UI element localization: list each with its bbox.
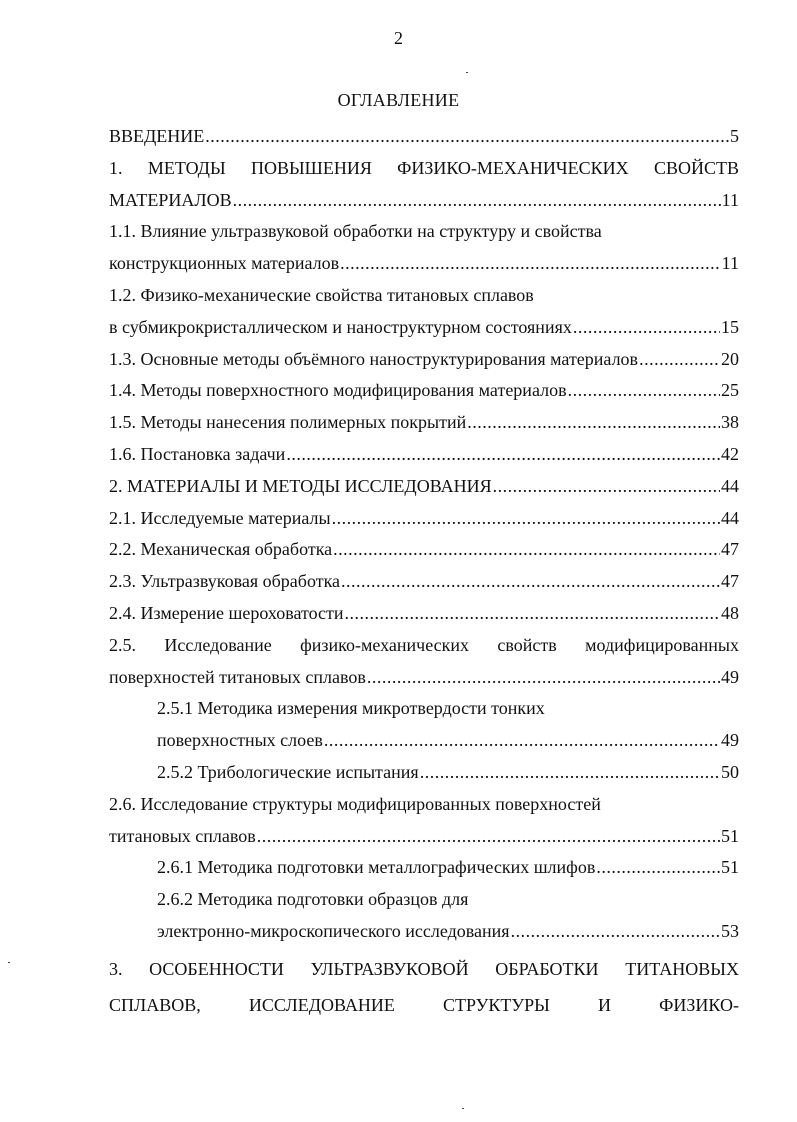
leader-dots — [257, 821, 720, 853]
toc-page-number: 38 — [721, 412, 739, 433]
toc-word: МЕТОДЫ — [147, 157, 226, 178]
leader-dots — [367, 662, 720, 694]
leader-dots — [467, 407, 720, 439]
toc-entry-text: 2.6.1 Методика подготовки металлографических шлифов — [157, 857, 596, 878]
leader-dots — [573, 312, 720, 344]
toc-entry-2-5-line-1[interactable] — [109, 630, 739, 662]
toc-entry-text: титановых сплавов — [109, 825, 256, 846]
toc-word: И — [597, 994, 611, 1015]
toc-page-number: 44 — [721, 507, 739, 528]
leader-dots — [493, 471, 720, 503]
toc-page-number: 5 — [730, 126, 739, 146]
leader-dots — [345, 598, 720, 630]
toc-word: ОБРАБОТКИ — [495, 958, 599, 979]
toc-word: ФИЗИКО-МЕХАНИЧЕСКИХ — [397, 157, 629, 178]
toc-word: ОСОБЕННОСТИ — [149, 958, 284, 979]
leader-dots — [341, 566, 720, 598]
toc-entry-text: ВВЕДЕНИЕ — [109, 126, 205, 146]
toc-entry-2-2[interactable] — [109, 534, 739, 566]
toc-page-number: 51 — [721, 825, 739, 846]
toc-page-number: 47 — [721, 571, 739, 592]
leader-dots — [639, 344, 720, 376]
leader-dots — [333, 534, 720, 566]
toc-entry-2-5-2[interactable] — [109, 757, 739, 789]
toc-page-number: 51 — [721, 857, 739, 878]
toc-entry-text: 2.4. Измерение шероховатости — [109, 602, 344, 623]
toc-word: ИССЛЕДОВАНИЕ — [248, 994, 395, 1015]
toc-entry-text: электронно-микроскопического исследования — [157, 920, 510, 941]
leader-dots — [324, 725, 720, 757]
toc-entry-text: в субмикрокристаллическом и наноструктурном состояниях — [109, 316, 572, 337]
toc-word: СПЛАВОВ, — [109, 994, 201, 1015]
toc-entry-1-1-line-1[interactable] — [109, 216, 739, 248]
leader-dots — [332, 503, 720, 535]
scan-speck — [466, 72, 468, 73]
toc-entry-text: 2.5.1 Методика измерения микротвердости тонких — [157, 698, 545, 719]
toc-entry-chapter-3-line-1[interactable] — [109, 948, 739, 986]
toc-entry-text: конструкционных материалов — [109, 253, 340, 274]
toc-entry-chapter-3-line-2[interactable] — [109, 986, 739, 1022]
toc-page-number: 48 — [721, 602, 739, 623]
leader-dots — [420, 757, 720, 789]
toc-word: УЛЬТРАЗВУКОВОЙ — [310, 958, 469, 979]
toc-page-number: 11 — [721, 253, 739, 274]
toc-entry-2-4[interactable] — [109, 598, 739, 630]
toc-entry-1-4[interactable] — [109, 375, 739, 407]
toc-word: СТРУКТУРЫ — [443, 994, 550, 1015]
toc-entry-text: 2.5.2 Трибологические испытания — [157, 761, 419, 782]
toc-entry-text: 1.5. Методы нанесения полимерных покрытий — [109, 412, 467, 433]
toc-entry-text: 1.2. Физико-механические свойства титановых сплавов — [109, 284, 534, 305]
toc-entry-1-5[interactable] — [109, 407, 739, 439]
toc-word: 3. — [109, 958, 123, 979]
toc-word: физико-механических — [300, 634, 470, 655]
toc-entry-text: 2.3. Ультразвуковая обработка — [109, 571, 341, 592]
toc-entry-text: 1.1. Влияние ультразвуковой обработки на структуру и свойства — [109, 221, 602, 242]
toc-entry-text: 2.1. Исследуемые материалы — [109, 507, 331, 528]
toc-entry-text: 1.3. Основные методы объёмного наноструктурирования материалов — [109, 348, 639, 369]
toc-entry-1-2-line-2[interactable] — [109, 312, 739, 344]
toc-entry-text: 2. МАТЕРИАЛЫ И МЕТОДЫ ИССЛЕДОВАНИЯ — [109, 475, 492, 496]
toc-entry-2-6-line-2[interactable] — [109, 821, 739, 853]
leader-dots — [596, 852, 720, 884]
leader-dots — [340, 248, 721, 280]
leader-dots — [286, 439, 720, 471]
toc-entry-text: МАТЕРИАЛОВ — [109, 189, 232, 210]
toc-page-number: 25 — [721, 380, 739, 401]
toc-entry-2-5-1-line-1[interactable] — [109, 693, 739, 725]
toc-title: ОГЛАВЛЕНИЕ — [337, 90, 460, 110]
toc-page-number: 50 — [721, 761, 739, 782]
toc-page-number: 42 — [721, 443, 739, 464]
toc-page-number: 20 — [721, 348, 739, 369]
toc-word: 1. — [109, 157, 123, 178]
toc-page-number: 15 — [721, 316, 739, 337]
table-of-contents — [109, 121, 739, 1022]
toc-word: ПОВЫШЕНИЯ — [250, 157, 372, 178]
page-number: 2 — [394, 28, 403, 48]
toc-page-number: 44 — [721, 475, 739, 496]
toc-entry-2-1[interactable] — [109, 503, 739, 535]
toc-entry-text: поверхностных слоев — [157, 730, 323, 751]
toc-entry-text: 2.6. Исследование структуры модифицированных поверхностей — [109, 793, 601, 814]
toc-word: свойств — [497, 634, 557, 655]
toc-word: ТИТАНОВЫХ — [625, 958, 739, 979]
toc-entry-2-6-2-line-1[interactable] — [109, 884, 739, 916]
leader-dots — [233, 185, 721, 217]
toc-entry-text: 1.6. Постановка задачи — [109, 443, 286, 464]
leader-dots — [511, 916, 720, 948]
toc-entry-chapter-1-line-1[interactable] — [109, 153, 739, 185]
toc-entry-1-1-line-2[interactable] — [109, 248, 739, 280]
toc-page-number: 11 — [721, 189, 739, 210]
toc-word: ФИЗИКО- — [659, 994, 739, 1015]
scan-speck — [462, 1108, 464, 1109]
toc-entry-2-6-line-1[interactable] — [109, 789, 739, 821]
leader-dots — [205, 121, 729, 153]
toc-page-number: 49 — [721, 730, 739, 751]
toc-entry-text: 1.4. Методы поверхностного модифицирования материалов — [109, 380, 567, 401]
toc-word: 2.5. — [109, 634, 136, 655]
scan-speck — [8, 962, 10, 963]
toc-word: модифицированных — [585, 634, 739, 655]
toc-entry-introduction[interactable] — [109, 121, 739, 153]
toc-word: Исследование — [164, 634, 272, 655]
toc-entry-text: 2.2. Механическая обработка — [109, 539, 333, 560]
toc-entry-2-3[interactable] — [109, 566, 739, 598]
leader-dots — [568, 375, 720, 407]
toc-entry-2-5-1-line-2[interactable] — [109, 725, 739, 757]
toc-entry-2-5-line-2[interactable] — [109, 662, 739, 694]
toc-entry-1-3[interactable] — [109, 344, 739, 376]
toc-entry-chapter-2[interactable] — [109, 471, 739, 503]
toc-page-number: 49 — [721, 666, 739, 687]
toc-word: СВОЙСТВ — [653, 157, 739, 178]
toc-page-number: 47 — [721, 539, 739, 560]
toc-entry-2-6-1[interactable] — [109, 852, 739, 884]
toc-entry-1-2-line-1[interactable] — [109, 280, 739, 312]
toc-page-number: 53 — [721, 920, 739, 941]
toc-entry-2-6-2-line-2[interactable] — [109, 916, 739, 948]
toc-entry-chapter-1-line-2[interactable] — [109, 185, 739, 217]
toc-entry-1-6[interactable] — [109, 439, 739, 471]
toc-entry-text: 2.6.2 Методика подготовки образцов для — [157, 889, 469, 910]
toc-entry-text: поверхностей титановых сплавов — [109, 666, 366, 687]
